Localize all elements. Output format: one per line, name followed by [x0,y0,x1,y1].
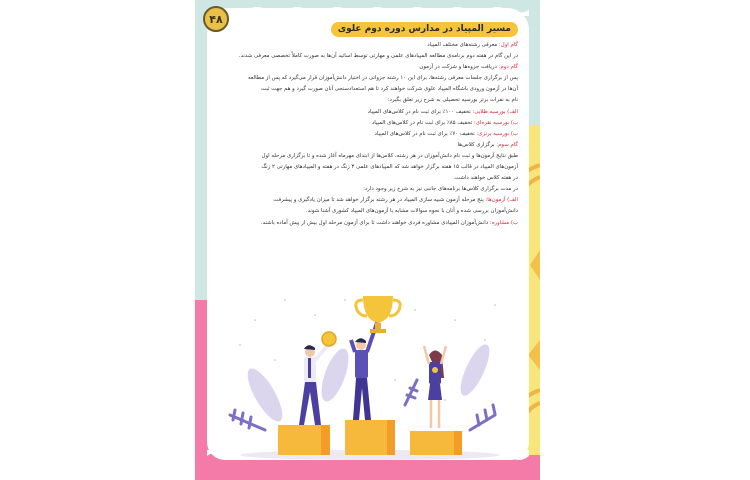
extra-exams-label: الف) آزمون‌ها: [485,197,518,204]
step1-title: معرفی رشته‌های مختلف المپیاد [427,42,499,48]
step1-text: در این گام در هفته دوم برنامه‌ی مطالعه المپیادهای علمی و مهارتی توسط اساتید آن‌ها به صورت کاملاً تخصصی معرفی شدند. [238,53,518,60]
step2-text-line2: آن‌ها در آزمون ورودی باشگاه المپیاد علوی شرکت خواهند کرد تا هم استعدادسنجی آنان صورت گیرد و هم جهت ثبت [261,86,518,93]
step1-label: گام اول: [498,42,518,48]
step2-label: گام دوم: [498,64,518,71]
extra-counseling-label: ب) مشاوره: [489,219,518,226]
step2-text-line1: پس از برگزاری جلسات معرفی رشته‌ها، برای این ۱۰ رشته جزواتی در اختیار دانش‌آموزان قرار می‌گیرد که پس از مطالعه [248,75,518,82]
trophy-icon [356,296,400,333]
extra-counseling-text: دانش‌آموزان المپیادی مشاوره فردی خواهند داشت تا برای آزمون مرحله اول بیش از پیش آماده باشند. [260,219,490,226]
page-number-badge: ۴۸ [203,6,229,32]
person-center [351,320,378,420]
extra-exams-text: پنج مرحله آزمون شبیه سازی المپیاد در هر رشته برگزار خواهد شد تا میزان یادگیری و پیشرفت [273,197,486,204]
medal-icon [432,367,438,373]
step2-text-line3: نام به نفرات برتر بورسیه تحصیلی به شرح زیر تعلق بگیرد: [387,97,518,104]
podium-icon [278,420,462,455]
extra-exams-line2: دانش‌آموزان بررسی شده و آنان با نحوه سوالات مشابه با آزمون‌های المپیاد کشوری آشنا شوند. [305,208,518,215]
scholarship-bronze-text: تخفیف ۷۰٪ برای ثبت نام در کلاس‌های المپیاد [374,130,477,137]
scholarship-gold-label: الف) بورسیه طلایی: [472,108,518,115]
step3-label: گام سوم: [496,141,518,148]
scholarship-gold-text: تخفیف ۱۰۰٪ برای ثبت نام در کلاس‌های المپیاد [367,108,473,115]
step3-text-line3: در هفته کلاس خواهند داشت. [453,175,518,182]
step3-text-line1: طبق نتایج آزمون‌ها و ثبت نام دانش‌آموزان در هر رشته، کلاس‌ها از ابتدای مهرماه آغاز شده و تا برگزاری مرحله اول [261,152,518,159]
scholarship-bronze-label: ب) بورسیه برنزی: [476,130,518,137]
document-page [195,0,540,480]
scholarship-silver-text: تخفیف ۸۵٪ برای ثبت نام در کلاس‌های المپیاد [371,119,474,126]
person-right [424,346,446,428]
step2-title: دریافت جزوه‌ها و شرکت در آزمون [419,64,499,71]
step3-intro: در مدت برگزاری کلاس‌ها برنامه‌های جانبی نیز به شرح زیر وجود دارد: [363,186,518,193]
step3-title: برگزاری کلاس‌ها [457,141,497,148]
medal-icon [322,332,336,346]
winners-illustration [195,0,540,480]
scholarship-silver-label: ب) بورسیه نقره‌ای: [473,119,518,126]
page-title: مسیر المپیاد در مدارس دوره دوم علوی [331,22,518,37]
step3-text-line2: آزمون‌های المپیاد در قالب ۱۵ هفته برگزار خواهد شد که المپیادهای علمی ۳ زنگ در هفته و المپیادهای مهارتی ۲ زنگ [261,164,518,171]
